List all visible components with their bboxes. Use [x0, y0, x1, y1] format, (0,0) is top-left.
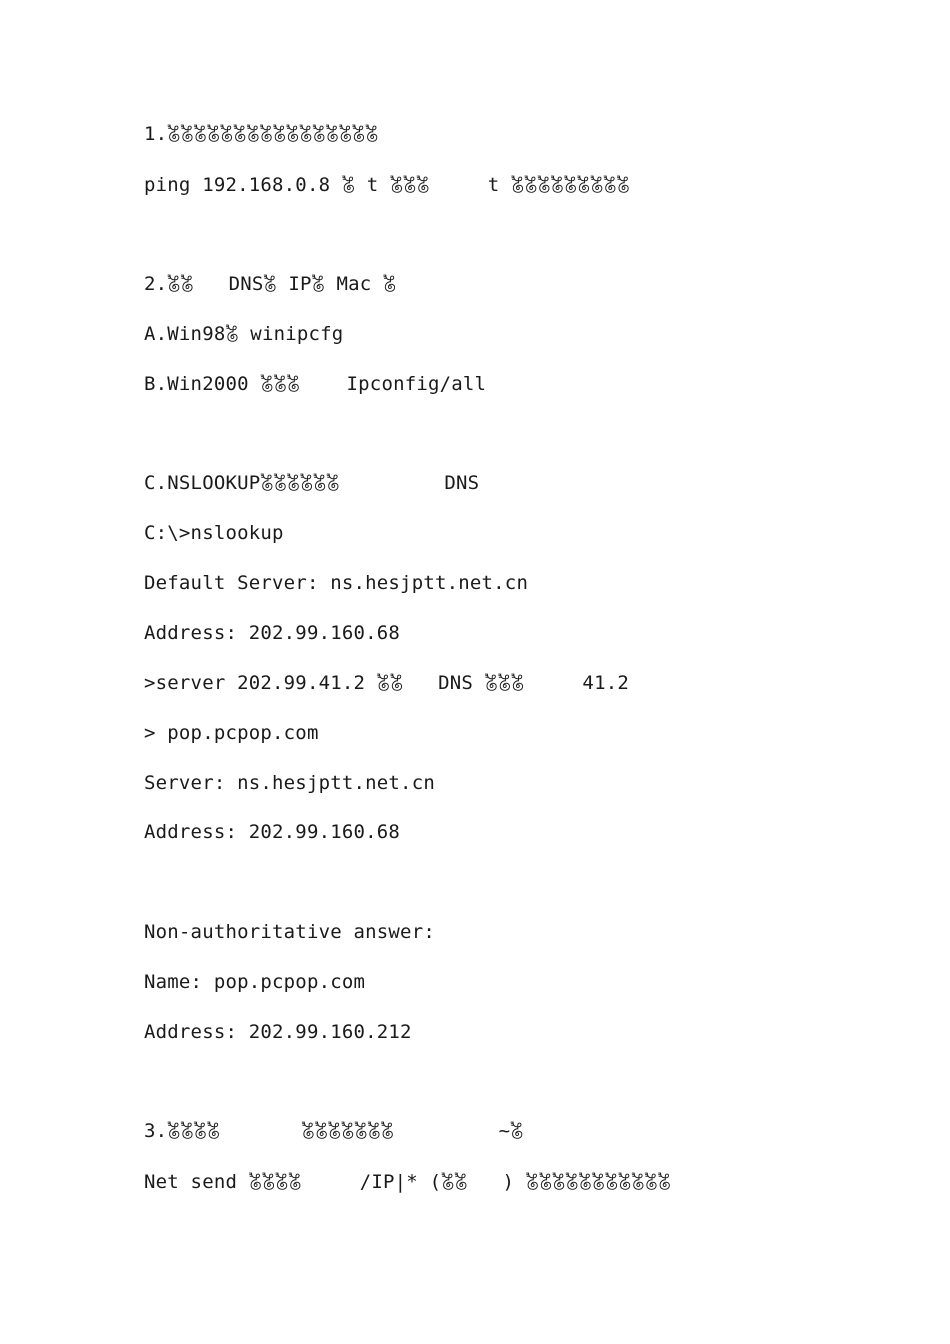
nslookup-prompt-line: C:\>nslookup — [144, 522, 284, 544]
name-line: Name: pop.pcpop.com — [144, 971, 366, 993]
net-send-command-line: Net send 𖡄𖡄𖡄𖡄 /IP|* (𖡄𖡄 ) 𖡄𖡄𖡄𖡄𖡄𖡄𖡄𖡄𖡄𖡄𖡄 — [144, 1171, 671, 1193]
address-line: Address: 202.99.160.68 — [144, 622, 401, 644]
win98-command-line: A.Win98𖡄 winipcfg — [144, 323, 344, 345]
server-line: Server: ns.hesjptt.net.cn — [144, 772, 435, 794]
query-host-line: > pop.pcpop.com — [144, 722, 319, 744]
address-line: Address: 202.99.160.212 — [144, 1021, 412, 1043]
nslookup-heading-line: C.NSLOOKUP𖡄𖡄𖡄𖡄𖡄𖡄 DNS — [144, 472, 480, 494]
address-line: Address: 202.99.160.68 — [144, 821, 401, 843]
non-authoritative-line: Non-authoritative answer: — [144, 921, 435, 943]
heading-dns-ip-mac-section: 2.𖡄𖡄 DNS𖡄 IP𖡄 Mac 𖡄 — [144, 273, 397, 295]
win2000-command-line: B.Win2000 𖡄𖡄𖡄 Ipconfig/all — [144, 373, 487, 395]
server-change-line: >server 202.99.41.2 𖡄𖡄 DNS 𖡄𖡄𖡄 41.2 — [144, 672, 629, 694]
heading-ping-section: 1.𖡄𖡄𖡄𖡄𖡄𖡄𖡄𖡄𖡄𖡄𖡄𖡄𖡄𖡄𖡄𖡄 — [144, 123, 379, 145]
default-server-line: Default Server: ns.hesjptt.net.cn — [144, 572, 529, 594]
heading-net-send-section: 3.𖡄𖡄𖡄𖡄 𖡄𖡄𖡄𖡄𖡄𖡄𖡄 ~𖡄 — [144, 1120, 524, 1142]
ping-command-line: ping 192.168.0.8 𖡄 t 𖡄𖡄𖡄 t 𖡄𖡄𖡄𖡄𖡄𖡄𖡄𖡄𖡄 — [144, 174, 630, 196]
